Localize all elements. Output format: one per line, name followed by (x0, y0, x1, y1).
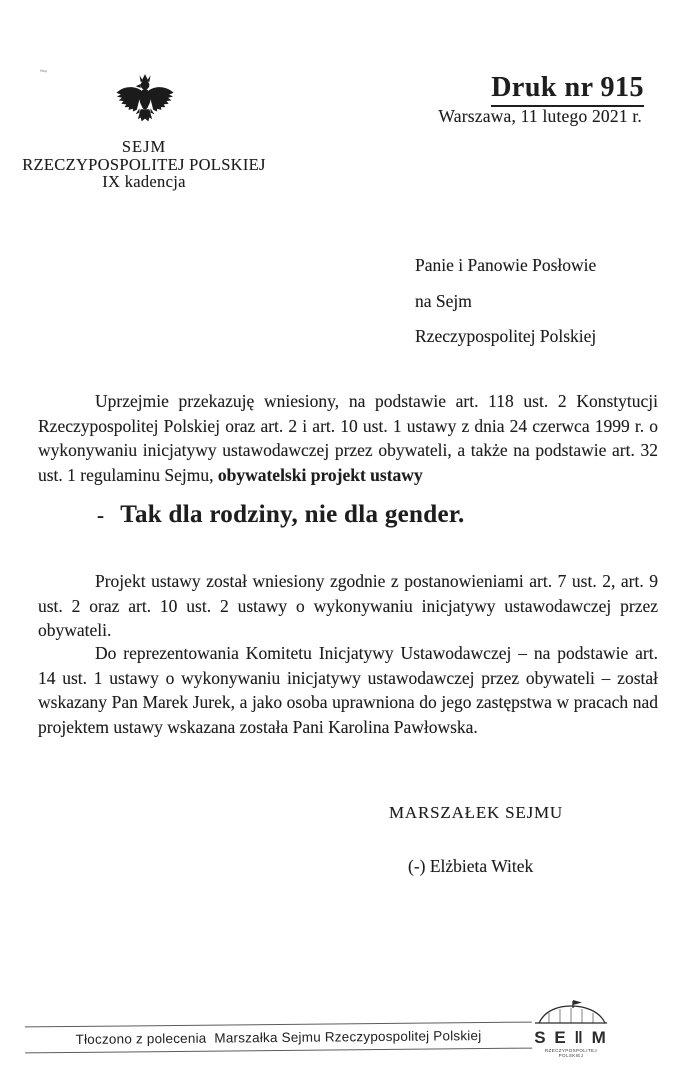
paragraph-emphasis: obywatelski projekt ustawy (217, 464, 423, 485)
bill-title (97, 501, 465, 529)
institution-name: SEJM (121, 137, 167, 156)
addressee-block (415, 248, 596, 355)
institution-term: IX kadencja (102, 172, 186, 191)
signatory-role: MARSZAŁEK SEJMU (389, 803, 563, 822)
sejm-logo-letters: S E ‖ M (534, 1028, 608, 1047)
sejm-logo-caption: RZECZYPOSPOLITEJ POLSKIEJ (544, 1048, 598, 1058)
bill-title-text: Tak dla rodziny, nie dla gender. (120, 501, 465, 528)
body-paragraph-2: Projekt ustawy został wniesiony zgodnie z postanowieniami art. 7 ust. 2, art. 9 ust. 2 oraz art. 10 ust. 2 ustawy o wykonywaniu inicjatywy ustawodawczej przez obywateli. (38, 571, 658, 641)
paragraph-text: Uprzejmie przekazuję wniesiony, na podstawie art. 118 ust. 2 Konstytucji Rzeczypospolitej Polskiej oraz art. 2 i art. 10 ust. 1 ustawy z dnia 24 czerwca 1999 r. o wykonywaniu inicjatywy ustawodawczej przez obywateli, a także na podstawie art. 32 ust. 1 regulaminu Sejmu, (38, 391, 658, 485)
institution-block (3, 138, 285, 191)
polish-eagle-icon (112, 72, 178, 140)
addressee-line: Rzeczypospolitej Polskiej (415, 326, 597, 346)
print-number: Druk nr 915 (491, 72, 644, 107)
institution-name-line2: RZECZYPOSPOLITEJ POLSKIEJ (22, 154, 266, 174)
body-paragraph-1 (38, 389, 658, 487)
place-and-date: Warszawa, 11 lutego 2021 r. (438, 106, 642, 126)
body-paragraph-3: Do reprezentowania Komitetu Inicjatywy Ustawodawczej – na podstawie art. 14 ust. 1 ustawy o wykonywaniu inicjatywy ustawodawczej przez obywateli – został wskazany Pan Marek Jurek, a jako osoba uprawniona do jego zastępstwa w pracach nad projektem ustawy wskazana została Pani Karolina Pawłowska. (38, 643, 658, 737)
print-note-bar (25, 1022, 532, 1054)
signatory-name: (-) Elżbieta Witek (408, 856, 534, 876)
bill-title-dash: - (97, 503, 105, 527)
print-note-text: Tłoczono z polecenia Marszałka Sejmu Rzeczypospolitej Polskiej (75, 1028, 482, 1047)
sejm-dome-icon (533, 1000, 609, 1024)
sejm-logo (532, 1000, 610, 1058)
addressee-line: Panie i Panowie Posłowie (415, 255, 597, 275)
addressee-line: na Sejm (415, 290, 472, 311)
scan-artifact-mark (40, 70, 47, 73)
